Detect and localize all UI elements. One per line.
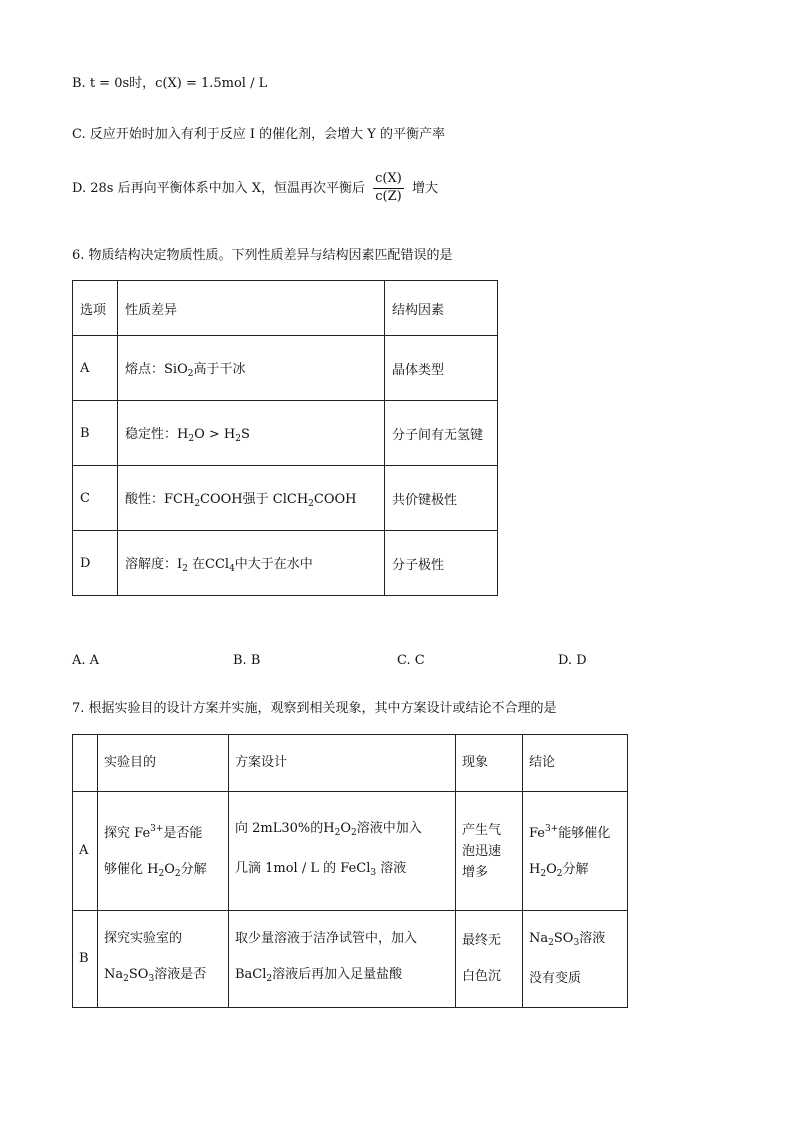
question-6-stem: 6. 物质结构决定物质性质。下列性质差异与结构因素匹配错误的是	[72, 248, 453, 263]
row-property: 稳定性：$H_2O > H_2S$	[118, 401, 385, 466]
option-d-suffix: 增大	[411, 180, 438, 196]
table-row	[73, 401, 498, 466]
header-property: 性质差异	[118, 281, 385, 336]
row-option: B	[73, 401, 118, 466]
option-d-prefix: D. 28s 后再向平衡体系中加入 X，恒温再次平衡后	[72, 180, 365, 196]
row-factor: 共价键极性	[385, 466, 498, 531]
row-factor: 晶体类型	[385, 336, 498, 401]
row-phenomenon: 最终无 白色沉	[456, 911, 523, 1008]
row-property: 熔点：SiO$_2$高于干冰	[118, 336, 385, 401]
row-option: B	[73, 911, 98, 1008]
header-purpose: 实验目的	[98, 735, 229, 792]
question-7-stem: 7. 根据实验目的设计方案并实施，观察到相关现象，其中方案设计或结论不合理的是	[72, 701, 557, 716]
fraction-numerator: c(X)	[373, 172, 404, 189]
question-7-table	[72, 734, 628, 1008]
table-row	[73, 911, 628, 1008]
table-row	[73, 792, 628, 911]
table-row	[73, 531, 498, 596]
row-property: 酸性：$FCH_2COOH$强于 ClCH$_2$COOH	[118, 466, 385, 531]
row-plan: 向 2mL30%的$H_2O_2$溶液中加入 几滴 1mol / L 的 FeCl$_3$ 溶液	[229, 792, 456, 911]
row-option: C	[73, 466, 118, 531]
row-purpose: 探究 $Fe^{3+}$是否能 够催化 $H_2O_2$分解	[98, 792, 229, 911]
question-6-choices	[72, 653, 632, 669]
choice-b[interactable]: B. B	[233, 653, 261, 668]
option-b-line: B. t = 0s时，c(X) = 1.5mol / L	[72, 76, 268, 91]
table-header-row	[73, 735, 628, 792]
row-phenomenon: 产生气 泡迅速 增多	[456, 792, 523, 911]
header-plan: 方案设计	[229, 735, 456, 792]
header-factor: 结构因素	[385, 281, 498, 336]
header-phenomenon: 现象	[456, 735, 523, 792]
option-c-line: C. 反应开始时加入有利于反应 I 的催化剂，会增大 Y 的平衡产率	[72, 127, 445, 142]
header-option	[73, 735, 98, 792]
row-purpose: 探究实验室的 $Na_2SO_3$溶液是否	[98, 911, 229, 1008]
row-factor: 分子间有无氢键	[385, 401, 498, 466]
concentration-ratio-fraction	[373, 172, 404, 205]
row-factor: 分子极性	[385, 531, 498, 596]
fraction-denominator: c(Z)	[375, 188, 402, 204]
row-option: A	[73, 792, 98, 911]
row-property: 溶解度：$I_2$ 在CCl$_4$中大于在水中	[118, 531, 385, 596]
row-conclusion: $Fe^{3+}$能够催化 $H_2O_2$分解	[523, 792, 628, 911]
choice-c[interactable]: C. C	[397, 653, 425, 668]
header-conclusion: 结论	[523, 735, 628, 792]
row-option: D	[73, 531, 118, 596]
choice-d[interactable]: D. D	[558, 653, 587, 668]
row-option: A	[73, 336, 118, 401]
header-option: 选项	[73, 281, 118, 336]
row-conclusion: $Na_2SO_3$溶液 没有变质	[523, 911, 628, 1008]
table-header-row	[73, 281, 498, 336]
row-plan: 取少量溶液于洁净试管中，加入 BaCl$_2$溶液后再加入足量盐酸	[229, 911, 456, 1008]
choice-a[interactable]: A. A	[72, 653, 100, 668]
table-row	[73, 336, 498, 401]
question-6-table	[72, 280, 498, 596]
table-row	[73, 466, 498, 531]
option-d-line	[72, 172, 438, 205]
